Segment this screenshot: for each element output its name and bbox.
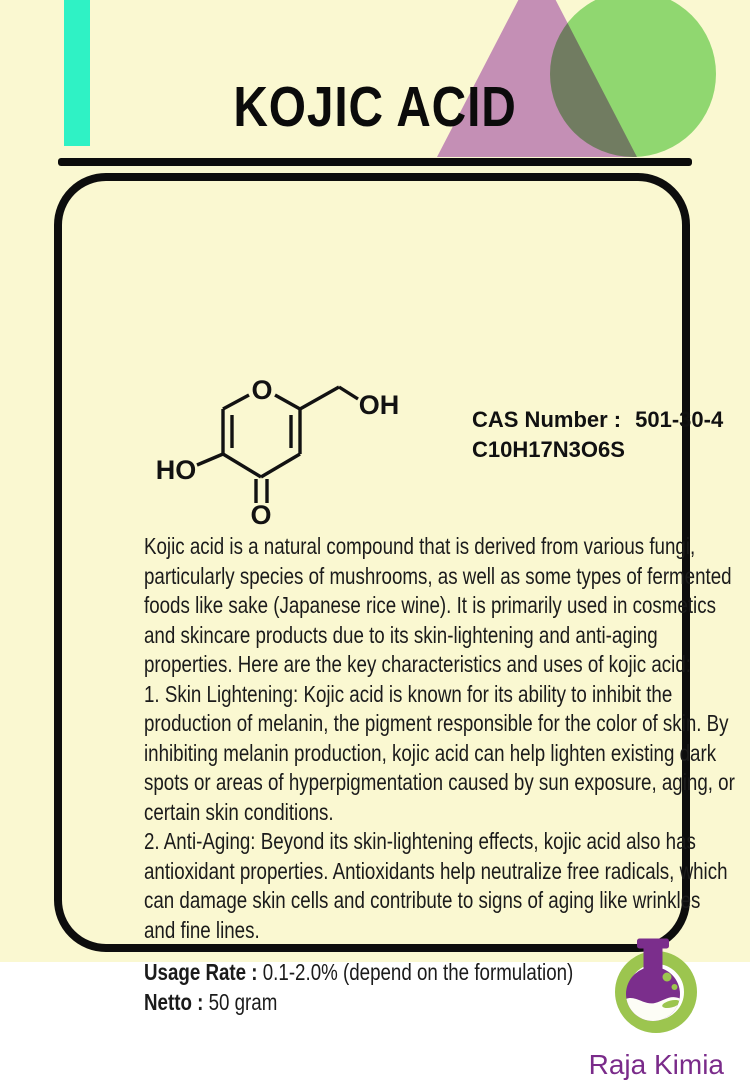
netto-value: 50 gram: [208, 988, 278, 1015]
usage-rate-value: 0.1-2.0% (depend on the formulation): [262, 959, 574, 985]
description-paragraph-skin-lightening: 1. Skin Lightening: Kojic acid is known for its ability to inhibit the production of melanin, the pigment responsible for the color of skin. By inhibiting melanin production, kojic acid can help lighten existing dark spots or areas of hyperpigmentation caused by sun exposure, aging, or certain skin conditions.: [144, 680, 735, 825]
brand-name: Raja Kimia: [588, 1049, 724, 1080]
ketone-oxygen-label: O: [250, 500, 272, 530]
hydroxymethyl-label: OH: [358, 390, 400, 420]
cas-number-row: [472, 405, 723, 435]
description-paragraph-intro: Kojic acid is a natural compound that is derived from various fungi, particularly species of mushrooms, as well as some types of fermented foods like sake (Japanese rice wine). It is primarily used in cosmetics and skincare products due to its skin-lightening and anti-aging properties. Here are the key characteristics and uses of kojic acid:: [144, 533, 732, 677]
cas-label: CAS Number :: [472, 407, 622, 432]
netto-label: Netto :: [144, 988, 204, 1015]
description-paragraph-anti-aging: 2. Anti-Aging: Beyond its skin-lightening effects, kojic acid also has antioxidant properties. Antioxidants help neutralize free radicals, which can damage skin cells and contribute to signs of aging like wrinkles and fine lines.: [144, 828, 728, 943]
molecule-diagram: [142, 366, 404, 531]
chemical-formula: C10H17N3O6S: [472, 437, 625, 462]
usage-rate-label: Usage Rate :: [144, 959, 258, 985]
ring-oxygen-label: O: [251, 375, 273, 405]
cas-value: 501-30-4: [635, 407, 724, 432]
hydroxyl-label: HO: [155, 455, 197, 485]
molecule-bonds: [197, 387, 358, 503]
brand-logo flask-icon: [610, 936, 705, 1041]
info-card: [54, 173, 735, 1080]
flask-bubble-small: [672, 984, 678, 990]
page-title: KOJIC ACID: [233, 75, 517, 139]
title-underline: [58, 158, 692, 166]
circle-decoration: [550, 0, 716, 157]
cas-block: [472, 405, 723, 465]
flask-bubble-large: [663, 973, 672, 982]
